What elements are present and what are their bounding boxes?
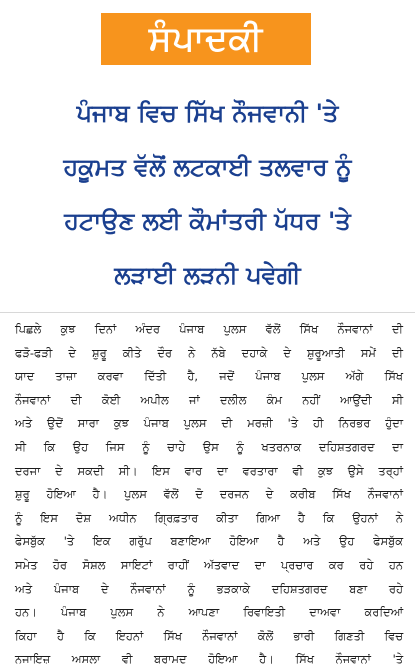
article-line: ਨੌਜਵਾਨਾਂ ਦੀ ਕੋਈ ਅਪੀਲ ਜਾਂ ਦਲੀਲ ਕੰਮ ਨਹੀਂ ਆਉਂਦੀ ਸੀ xyxy=(15,392,403,407)
headline-line: ਲੜਾਈ ਲੜਨੀ ਪਵੇਗੀ xyxy=(114,261,301,289)
article-line: ਸਮੇਤ ਹੋਰ ਸੋਸ਼ਲ ਸਾਇਟਾਂ ਰਾਹੀਂ ਅੱਤਵਾਦ ਦਾ ਪ੍ਰਚਾਰ ਕਰ ਰਹੇ ਹਨ xyxy=(15,557,403,572)
section-banner-label: ਸੰਪਾਦਕੀ xyxy=(148,19,264,59)
article-line: ਅਤੇ ਪੰਜਾਬ ਦੇ ਨੌਜਵਾਨਾਂ ਨੂੰ ਭੜਕਾਕੇ ਦਹਿਸ਼ਤਗਰਦ ਬਣਾ ਰਹੇ xyxy=(15,581,403,596)
article-line: ਕਿਹਾ ਹੈ ਕਿ ਇਹਨਾਂ ਸਿੱਖ ਨੌਜਵਾਨਾਂ ਕੋਲੋਂ ਭਾਰੀ ਗਿਣਤੀ ਵਿਚ xyxy=(15,628,403,643)
article-body xyxy=(15,318,403,672)
article-line: ਯਾਦ ਤਾਜ਼ਾ ਕਰਵਾ ਦਿੱਤੀ ਹੈ, ਜਦੋਂ ਪੰਜਾਬ ਪੁਲਸ ਅੱਗੇ ਸਿੱਖ xyxy=(15,369,403,384)
article-line: ਨੂੰ ਇਸ ਦੋਸ਼ ਅਧੀਨ ਗ੍ਰਿਫ਼ਤਾਰ ਕੀਤਾ ਗਿਆ ਹੈ ਕਿ ਉਹਨਾਂ ਨੇ xyxy=(15,510,403,525)
article-line: ਹਨ। ਪੰਜਾਬ ਪੁਲਸ ਨੇ ਆਪਣਾ ਰਿਵਾਇਤੀ ਦਾਅਵਾ ਕਰਦਿਆਂ xyxy=(15,605,403,620)
headline xyxy=(14,86,401,302)
section-banner xyxy=(101,13,311,65)
article-line: ਅਤੇ ਉਦੋਂ ਸਾਰਾ ਕੁਝ ਪੰਜਾਬ ਪੁਲਸ ਦੀ ਮਰਜ਼ੀ 'ਤੇ ਹੀ ਨਿਰਭਰ ਹੁੰਦਾ xyxy=(15,416,403,431)
article-line: ਸੀ ਕਿ ਉਹ ਜਿਸ ਨੂੰ ਚਾਹੇ ਉਸ ਨੂੰ ਖਤਰਨਾਕ ਦਹਿਸ਼ਤਗਰਦ ਦਾ xyxy=(15,439,403,454)
headline-line: ਹਟਾਉਣ ਲਈ ਕੌਮਾਂਤਰੀ ਪੱਧਰ 'ਤੇ xyxy=(64,207,351,235)
article-line: ਫੜੋ-ਫੜੀ ਦੇ ਸ਼ੁਰੂ ਕੀਤੇ ਦੌਰ ਨੇ ਨੱਬੇ ਦਹਾਕੇ ਦੇ ਸ਼ੁਰੂਆਤੀ ਸਮੇਂ ਦੀ xyxy=(15,345,403,360)
article-line: ਨਜਾਇਜ਼ ਅਸਲਾ ਵੀ ਬਰਾਮਦ ਹੋਇਆ ਹੈ। ਸਿੱਖ ਨੌਜਵਾਨਾਂ 'ਤੇ xyxy=(15,652,403,667)
article-line: ਪਿਛਲੇ ਕੁਝ ਦਿਨਾਂ ਅੰਦਰ ਪੰਜਾਬ ਪੁਲਸ ਵੱਲੋਂ ਸਿੱਖ ਨੌਜਵਾਨਾਂ ਦੀ xyxy=(15,322,403,336)
divider xyxy=(0,312,415,313)
headline-line: ਪੰਜਾਬ ਵਿਚ ਸਿੱਖ ਨੌਜਵਾਨੀ 'ਤੇ xyxy=(76,99,339,127)
article-line: ਸ਼ੁਰੂ ਹੋਇਆ ਹੈ। ਪੁਲਸ ਵੱਲੋਂ ਦੋ ਦਰਜਨ ਦੇ ਕਰੀਬ ਸਿੱਖ ਨੌਜਵਾਨਾਂ xyxy=(15,487,403,502)
article-line: ਦਰਜਾ ਦੇ ਸਕਦੀ ਸੀ। ਇਸ ਵਾਰ ਦਾ ਵਰਤਾਰਾ ਵੀ ਕੁਝ ਉਸੇ ਤਰ੍ਹਾਂ xyxy=(15,463,403,478)
headline-line: ਹਕੂਮਤ ਵੱਲੋਂ ਲਟਕਾਈ ਤਲਵਾਰ ਨੂੰ xyxy=(63,153,352,181)
article-line: ਫੇਸਬੁੱਕ 'ਤੇ ਇਕ ਗਰੁੱਪ ਬਣਾਇਆ ਹੋਇਆ ਹੈ ਅਤੇ ਉਹ ਫੇਸਬੁੱਕ xyxy=(15,534,403,549)
